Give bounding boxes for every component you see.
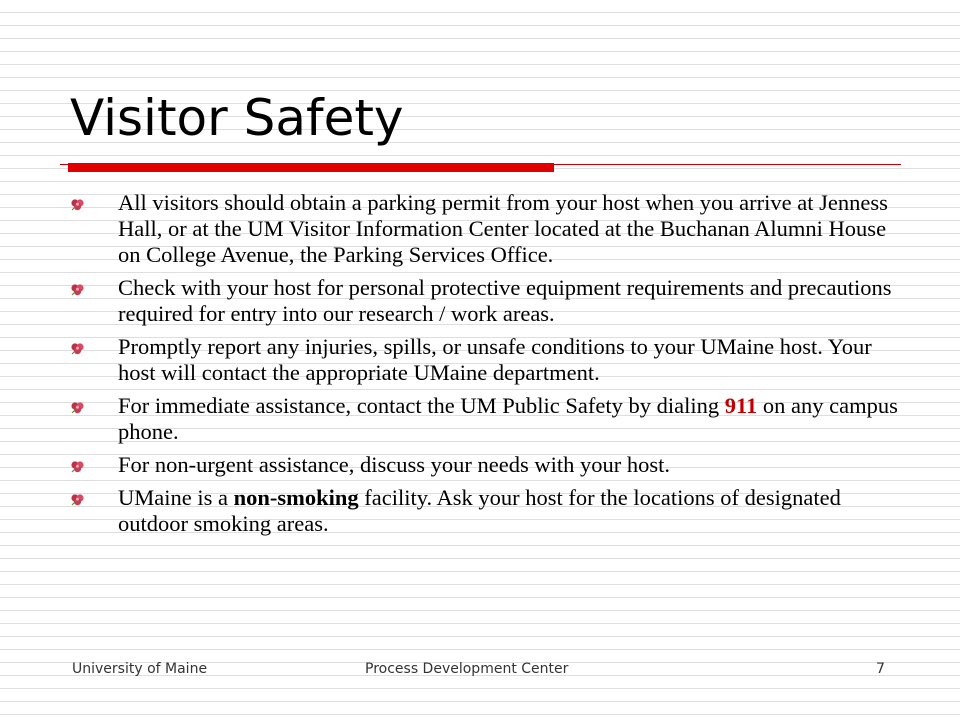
red-flower-bullet-icon: [70, 493, 85, 506]
footer-department: Process Development Center: [365, 661, 569, 677]
red-flower-bullet-icon: [70, 401, 85, 414]
bullet-item-parking: [70, 190, 900, 268]
title-underline-accent: [68, 163, 554, 172]
bullet-list: [70, 190, 900, 544]
bullet-text-after: facility. Ask your host for the locations of designated outdoor smoking areas.: [118, 485, 841, 536]
slide-title: Visitor Safety: [70, 89, 404, 147]
bullet-item-protective-equipment: [70, 275, 900, 327]
bullet-text: Promptly report any injuries, spills, or unsafe conditions to your UMaine host. Your host will contact the appropriate UMaine department.: [118, 334, 872, 385]
red-flower-bullet-icon: [70, 342, 85, 355]
bullet-text-before: For immediate assistance, contact the UM Public Safety by dialing: [118, 393, 725, 418]
red-flower-bullet-icon: [70, 198, 85, 211]
non-smoking-emphasis: non-smoking: [233, 485, 359, 510]
bullet-text-after: on any campus phone.: [118, 393, 898, 444]
red-flower-bullet-icon: [70, 460, 85, 473]
bullet-text-before: UMaine is a: [118, 485, 234, 510]
bullet-text: Check with your host for personal protective equipment requirements and precautions required for entry into our research / work areas.: [118, 275, 892, 326]
bullet-item-non-smoking: [70, 485, 900, 537]
footer-organization: University of Maine: [72, 661, 208, 677]
red-flower-bullet-icon: [70, 283, 85, 296]
bullet-text: All visitors should obtain a parking permit from your host when you arrive at Jenness Hall, or at the UM Visitor Information Center located at the Buchanan Alumni House on College Avenue, the Parking Services Office.: [118, 190, 888, 267]
bullet-item-non-urgent: [70, 452, 900, 478]
bullet-item-immediate-assistance: [70, 393, 900, 445]
emergency-number: 911: [724, 393, 758, 418]
footer-page-number: 7: [876, 661, 885, 677]
bullet-item-report-injuries: [70, 334, 900, 386]
bullet-text: For non-urgent assistance, discuss your needs with your host.: [118, 452, 671, 477]
